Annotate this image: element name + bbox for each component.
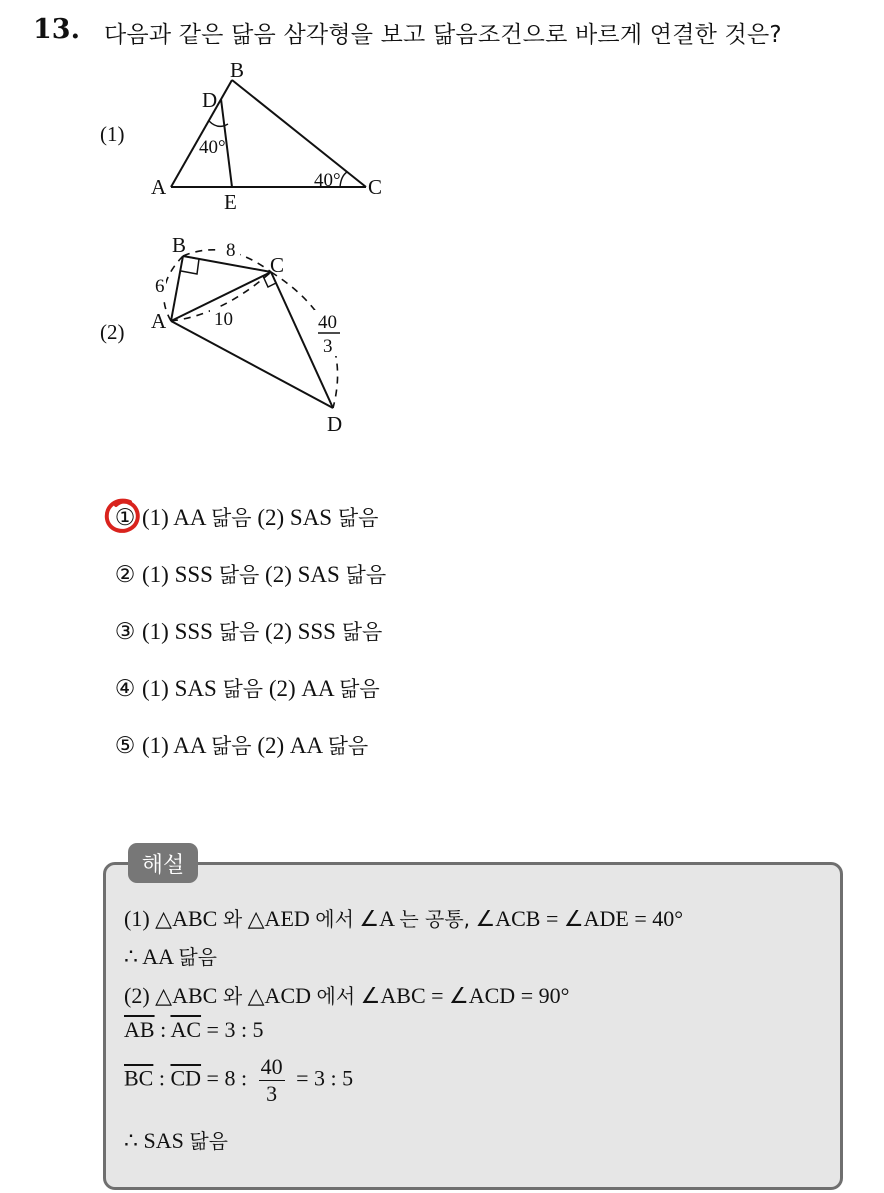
explanation-line-2: ∴ AA 닮음 [124, 944, 217, 969]
choice-1-number: ① [114, 505, 136, 530]
question-number: 13. [33, 14, 80, 45]
explanation-badge: 해설 [128, 843, 198, 883]
choice-4-part2: (2) AA [263, 676, 340, 701]
choice-4-kor1: 닮음 [222, 677, 264, 701]
fig1-point-a: A [151, 175, 167, 199]
choice-2-kor1: 닮음 [218, 563, 260, 587]
choice-5[interactable] [108, 730, 368, 760]
choice-1-part1: (1) AA [142, 505, 211, 530]
choice-5-kor2: 닮음 [327, 734, 369, 758]
choice-4-kor2: 닮음 [339, 677, 380, 701]
fig2-point-a: A [151, 309, 167, 333]
explanation-line-4: $\overline{AB}$ : $\overline{AC} = 3$ : 5 [124, 1017, 264, 1042]
explanation-line-3: (2) △ABC 와 △ACD 에서 ∠ABC = ∠ACD = 90° [124, 983, 570, 1008]
fig2-point-d: D [327, 412, 343, 436]
fig1-angle-c: 40° [314, 170, 341, 191]
fig1-point-d: D [202, 88, 218, 112]
fig2-label-cd-num: 40 [318, 312, 337, 333]
figure1-label: (1) [100, 122, 125, 146]
fig2-label-bc: 8 [226, 240, 236, 261]
figure2-label: (2) [100, 320, 125, 344]
fig1-angle-d: 40° [199, 137, 226, 158]
explanation-line-1: (1) △ABC 와 △AED 에서 ∠A 는 공통, ∠ACB = ∠ADE = 40° [124, 906, 684, 931]
fig1-point-c: C [368, 175, 383, 199]
choice-3-number: ③ [114, 619, 136, 644]
fig1-point-e: E [224, 190, 237, 214]
fig2-label-ab: 6 [155, 276, 165, 297]
choice-4[interactable] [108, 673, 380, 703]
choice-5-kor1: 닮음 [211, 734, 252, 758]
choice-3-kor1: 닮음 [218, 620, 260, 644]
fraction-40-3: $\frac{40}{3}$ [260, 1054, 283, 1106]
choice-2-number: ② [114, 562, 136, 587]
explanation-line-6: ∴ SAS 닮음 [124, 1128, 228, 1153]
choice-2-part2: (2) SAS [259, 562, 346, 587]
question-text: 다음과 같은 닮음 삼각형을 보고 닮음조건으로 바르게 연결한 것은? [104, 22, 782, 48]
choice-4-part1: (1) SAS [142, 676, 223, 701]
choice-3-kor2: 닮음 [341, 620, 383, 644]
fig2-label-ac: 10 [214, 309, 233, 330]
fig1-point-b: B [230, 58, 245, 82]
choice-1-part2: (2) SAS [251, 505, 338, 530]
choice-2-kor2: 닮음 [345, 563, 387, 587]
choice-3-part1: (1) SSS [142, 619, 219, 644]
choice-5-part1: (1) AA [142, 733, 211, 758]
choice-3-part2: (2) SSS [259, 619, 342, 644]
choice-3[interactable] [108, 616, 382, 646]
choice-5-number: ⑤ [114, 733, 136, 758]
choice-5-part2: (2) AA [251, 733, 328, 758]
choice-1-kor2: 닮음 [337, 506, 379, 530]
fig2-point-c: C [270, 253, 285, 277]
fig2-label-cd-den: 3 [323, 336, 333, 357]
choice-2[interactable] [108, 559, 386, 589]
explanation-line-5: $\overline{BC}$ : $\overline{CD} = 8$ : $\frac{40}{3}$ = 3 : 5 [124, 1054, 354, 1106]
fig2-point-b: B [172, 233, 187, 257]
figure2-triangles [0, 0, 884, 460]
choice-4-number: ④ [114, 676, 136, 701]
choice-2-part1: (1) SSS [142, 562, 219, 587]
choice-1[interactable] [108, 502, 378, 532]
choice-1-kor1: 닮음 [211, 506, 252, 530]
